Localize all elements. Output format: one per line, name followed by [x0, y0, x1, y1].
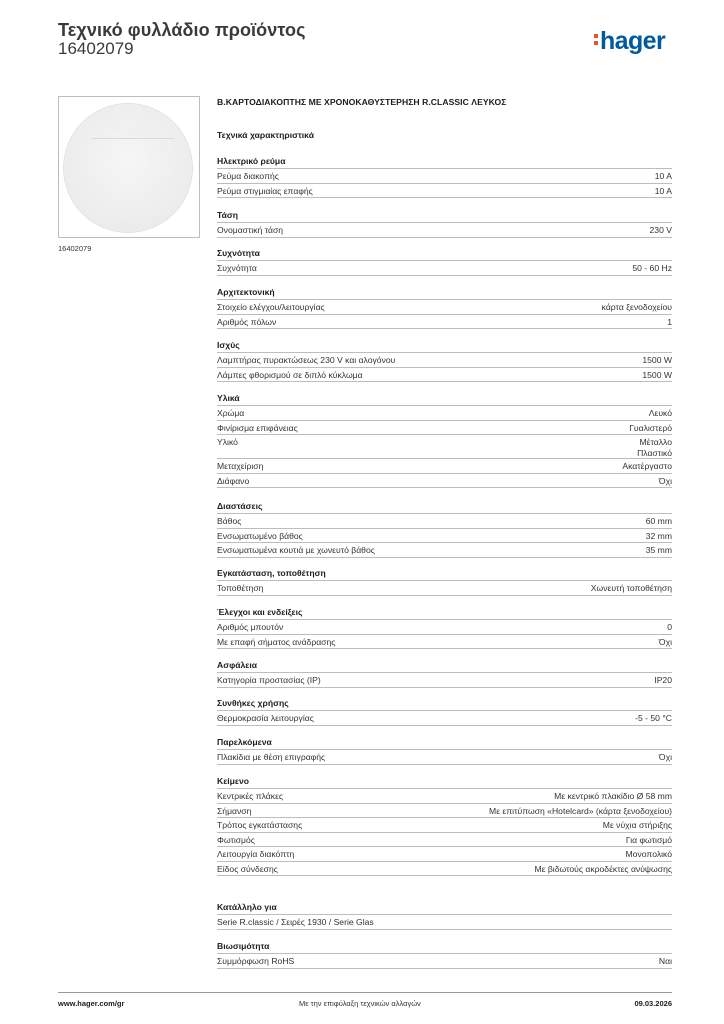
spec-value-text: Λευκό — [648, 408, 672, 418]
spec-label: Ενσωματωμένα κουτιά με χωνευτό βάθος — [217, 545, 375, 555]
spec-label: Τοποθέτηση — [217, 583, 264, 593]
spec-row — [217, 168, 672, 183]
footer-date: 09.03.2026 — [634, 999, 672, 1008]
spec-row — [217, 458, 672, 473]
spec-value — [659, 476, 672, 486]
section-divider — [217, 725, 672, 726]
spec-value-text: Ακατέργαστο — [622, 461, 672, 471]
spec-value-text: 10 A — [654, 171, 672, 181]
section-divider — [217, 487, 672, 488]
spec-row — [217, 420, 672, 435]
spec-value — [659, 752, 672, 762]
spec-value-text: Μονοπολικό — [625, 849, 672, 859]
spec-row — [217, 803, 672, 818]
hotelcard-slot-label: Hotelcard — [116, 127, 150, 136]
spec-row — [217, 314, 672, 329]
spec-label: Είδος σύνδεσης — [217, 863, 278, 874]
spec-row — [217, 405, 672, 420]
spec-label: Κεντρικές πλάκες — [217, 791, 284, 801]
spec-value — [632, 263, 672, 273]
spec-row — [217, 434, 672, 458]
spec-row — [217, 580, 672, 595]
section-title: Κατάλληλο για — [217, 902, 277, 912]
spec-row — [217, 861, 672, 876]
spec-row — [217, 832, 672, 847]
spec-value-text: 230 V — [649, 225, 672, 235]
logo-colon-icon — [594, 31, 598, 48]
spec-label: Ρεύμα διακοπής — [217, 171, 279, 181]
switch-disc — [64, 104, 192, 232]
spec-value — [603, 820, 672, 830]
spec-label: Λαμπτήρας πυρακτώσεως 230 V και αλογόνου — [217, 355, 396, 365]
section-divider — [217, 595, 672, 596]
spec-value — [622, 461, 672, 471]
spec-value — [649, 408, 672, 418]
section-title: Διαστάσεις — [217, 501, 263, 511]
spec-value-text-2: Πλαστικό — [637, 448, 672, 458]
spec-row — [217, 817, 672, 832]
product-name: Β.ΚΑΡΤΟΔΙΑΚΟΠΤΗΣ ΜΕ ΧΡΟΝΟΚΑΘΥΣΤΕΡΗΣΗ R.CLASSIC ΛΕΥΚΟΣ — [217, 97, 507, 107]
spec-value-text: 1500 W — [642, 369, 672, 380]
spec-value-text: Όχι — [658, 752, 672, 762]
spec-value — [659, 637, 672, 647]
spec-value — [659, 956, 672, 966]
spec-label: Συχνότητα — [217, 263, 257, 273]
spec-value — [635, 713, 672, 723]
spec-row — [217, 542, 672, 557]
spec-label: Στοιχείο ελέγχου/λειτουργίας — [217, 302, 325, 312]
spec-value — [655, 186, 672, 196]
spec-value — [646, 545, 672, 555]
section-divider — [217, 328, 672, 329]
spec-value — [654, 675, 672, 685]
spec-value — [646, 531, 672, 541]
spec-value-text: -5 - 50 °C — [635, 713, 672, 723]
spec-row — [217, 260, 672, 275]
spec-value — [591, 583, 672, 593]
section-title: Ηλεκτρικό ρεύμα — [217, 156, 286, 166]
spec-value — [534, 864, 672, 874]
section-title: Τάση — [217, 210, 239, 220]
spec-value-text: 50 - 60 Hz — [632, 263, 672, 273]
spec-row — [217, 473, 672, 488]
spec-value — [554, 791, 672, 801]
section-title: Έλεγχοι και ενδείξεις — [217, 607, 303, 617]
spec-label: Διάφανο — [217, 475, 250, 486]
spec-row — [217, 528, 672, 543]
spec-label: Τρόπος εγκατάστασης — [217, 820, 303, 830]
spec-value-text: 1 — [667, 316, 672, 327]
spec-value — [626, 849, 673, 859]
spec-value — [629, 423, 672, 433]
spec-label: Serie R.classic / Σειρές 1930 / Serie Glas — [217, 917, 374, 927]
image-caption: 16402079 — [58, 244, 92, 253]
section-title: Αρχιτεκτονική — [217, 287, 275, 297]
spec-value-text: Μέταλλο — [639, 437, 672, 447]
spec-value-text: 60 mm — [645, 516, 672, 526]
document-title: Τεχνικό φυλλάδιο προϊόντος — [58, 20, 306, 40]
spec-value-text: Με επιτύπωση «Hotelcard» (κάρτα ξενοδοχείου) — [489, 805, 672, 816]
product-image — [58, 96, 200, 238]
spec-value — [642, 370, 672, 380]
spec-row — [217, 846, 672, 861]
section-title: Εγκατάσταση, τοποθέτηση — [217, 568, 326, 578]
spec-row — [217, 299, 672, 314]
spec-row — [217, 788, 672, 803]
spec-label: Πλακίδια με θέση επιγραφής — [217, 752, 326, 762]
section-divider — [217, 968, 672, 969]
spec-label: Φωτισμός — [217, 834, 255, 845]
spec-row — [217, 672, 672, 687]
spec-value-text: 0 — [667, 622, 672, 632]
section-divider — [217, 929, 672, 930]
logo-text: hager — [600, 27, 666, 55]
spec-value-text: Χωνευτή τοποθέτηση — [590, 583, 672, 593]
product-code: 16402079 — [58, 39, 134, 58]
spec-label: Λειτουργία διακόπτη — [217, 849, 295, 859]
section-divider — [217, 381, 672, 382]
spec-label: Ρεύμα στιγμιαίας επαφής — [217, 185, 313, 196]
spec-value — [626, 835, 672, 845]
section-divider — [217, 687, 672, 688]
spec-label: Λάμπες φθορισμού σε διπλό κύκλωμα — [217, 369, 363, 380]
spec-value-text: IP20 — [654, 675, 672, 685]
section-divider — [217, 237, 672, 238]
spec-value — [667, 317, 672, 327]
spec-label: Αριθμός μπουτόν — [217, 622, 284, 632]
spec-value-text: Γυαλιστερό — [629, 422, 672, 433]
spec-label: Αριθμός πόλων — [217, 316, 277, 327]
spec-label: Βάθος — [217, 516, 242, 526]
footer-notice: Με την επιφύλαξη τεχνικών αλλαγών — [299, 999, 421, 1008]
section-title: Βιωσιμότητα — [217, 941, 270, 951]
footer-website[interactable]: www.hager.com/gr — [58, 999, 125, 1008]
footer-divider — [58, 992, 672, 993]
section-title: Ασφάλεια — [217, 660, 258, 670]
spec-value-text: Όχι — [658, 475, 672, 486]
section-divider — [217, 275, 672, 276]
spec-value — [650, 225, 672, 235]
spec-value — [646, 516, 672, 526]
spec-value-text: 32 mm — [645, 530, 672, 541]
spec-row — [217, 352, 672, 367]
card-slot — [92, 138, 174, 139]
spec-value-text: Για φωτισμό — [625, 834, 672, 845]
spec-value — [602, 302, 672, 312]
spec-row — [217, 914, 672, 929]
section-title: Συχνότητα — [217, 248, 260, 258]
spec-label: Σήμανση — [217, 805, 252, 816]
spec-value-text: 10 A — [654, 185, 672, 196]
spec-row — [217, 710, 672, 725]
spec-label: Ονομαστική τάση — [217, 225, 284, 235]
section-title: Κείμενο — [217, 776, 250, 786]
spec-value — [637, 437, 672, 459]
spec-value — [667, 622, 672, 632]
spec-value-text: Με νύχια στήριξης — [602, 820, 672, 830]
spec-label: Συμμόρφωση RoHS — [217, 956, 295, 966]
spec-label: Υλικό — [217, 437, 238, 447]
section-divider — [217, 648, 672, 649]
spec-label: Θερμοκρασία λειτουργίας — [217, 713, 314, 723]
spec-label: Φινίρισμα επιφάνειας — [217, 422, 298, 433]
spec-label: Μεταχείριση — [217, 461, 264, 471]
spec-label: Με επαφή σήματος ανάδρασης — [217, 636, 336, 647]
section-title: Παρελκόμενα — [217, 737, 272, 747]
spec-row — [217, 222, 672, 237]
spec-label: Χρώμα — [217, 408, 245, 418]
section-divider — [217, 557, 672, 558]
spec-value-text: Όχι — [658, 636, 672, 647]
spec-value-text: Ναι — [658, 956, 672, 966]
section-title: Ισχύς — [217, 340, 240, 350]
spec-value — [655, 171, 672, 181]
section-title: Υλικά — [217, 393, 240, 403]
spec-value — [642, 355, 672, 365]
spec-value-text: Με βιδωτούς ακροδέκτες ανύψωσης — [534, 863, 672, 874]
spec-row — [217, 634, 672, 649]
spec-row — [217, 953, 672, 968]
spec-label: Ενσωματωμένο βάθος — [217, 530, 303, 541]
section-divider — [217, 764, 672, 765]
spec-row — [217, 513, 672, 528]
spec-row — [217, 183, 672, 198]
spec-row — [217, 749, 672, 764]
spec-row — [217, 619, 672, 634]
section-divider — [217, 875, 672, 876]
section-divider — [217, 197, 672, 198]
spec-value-text: 35 mm — [645, 545, 672, 555]
section-title: Συνθήκες χρήσης — [217, 698, 289, 708]
spec-value — [489, 806, 672, 816]
spec-value-text: 1500 W — [642, 355, 672, 365]
spec-label: Κατηγορία προστασίας (IP) — [217, 675, 321, 685]
hager-logo — [594, 27, 665, 56]
spec-row — [217, 367, 672, 382]
technical-heading: Τεχνικά χαρακτηριστικά — [217, 130, 314, 140]
spec-value-text: Με κεντρικό πλακίδιο Ø 58 mm — [554, 791, 672, 801]
spec-value-text: κάρτα ξενοδοχείου — [601, 302, 672, 312]
